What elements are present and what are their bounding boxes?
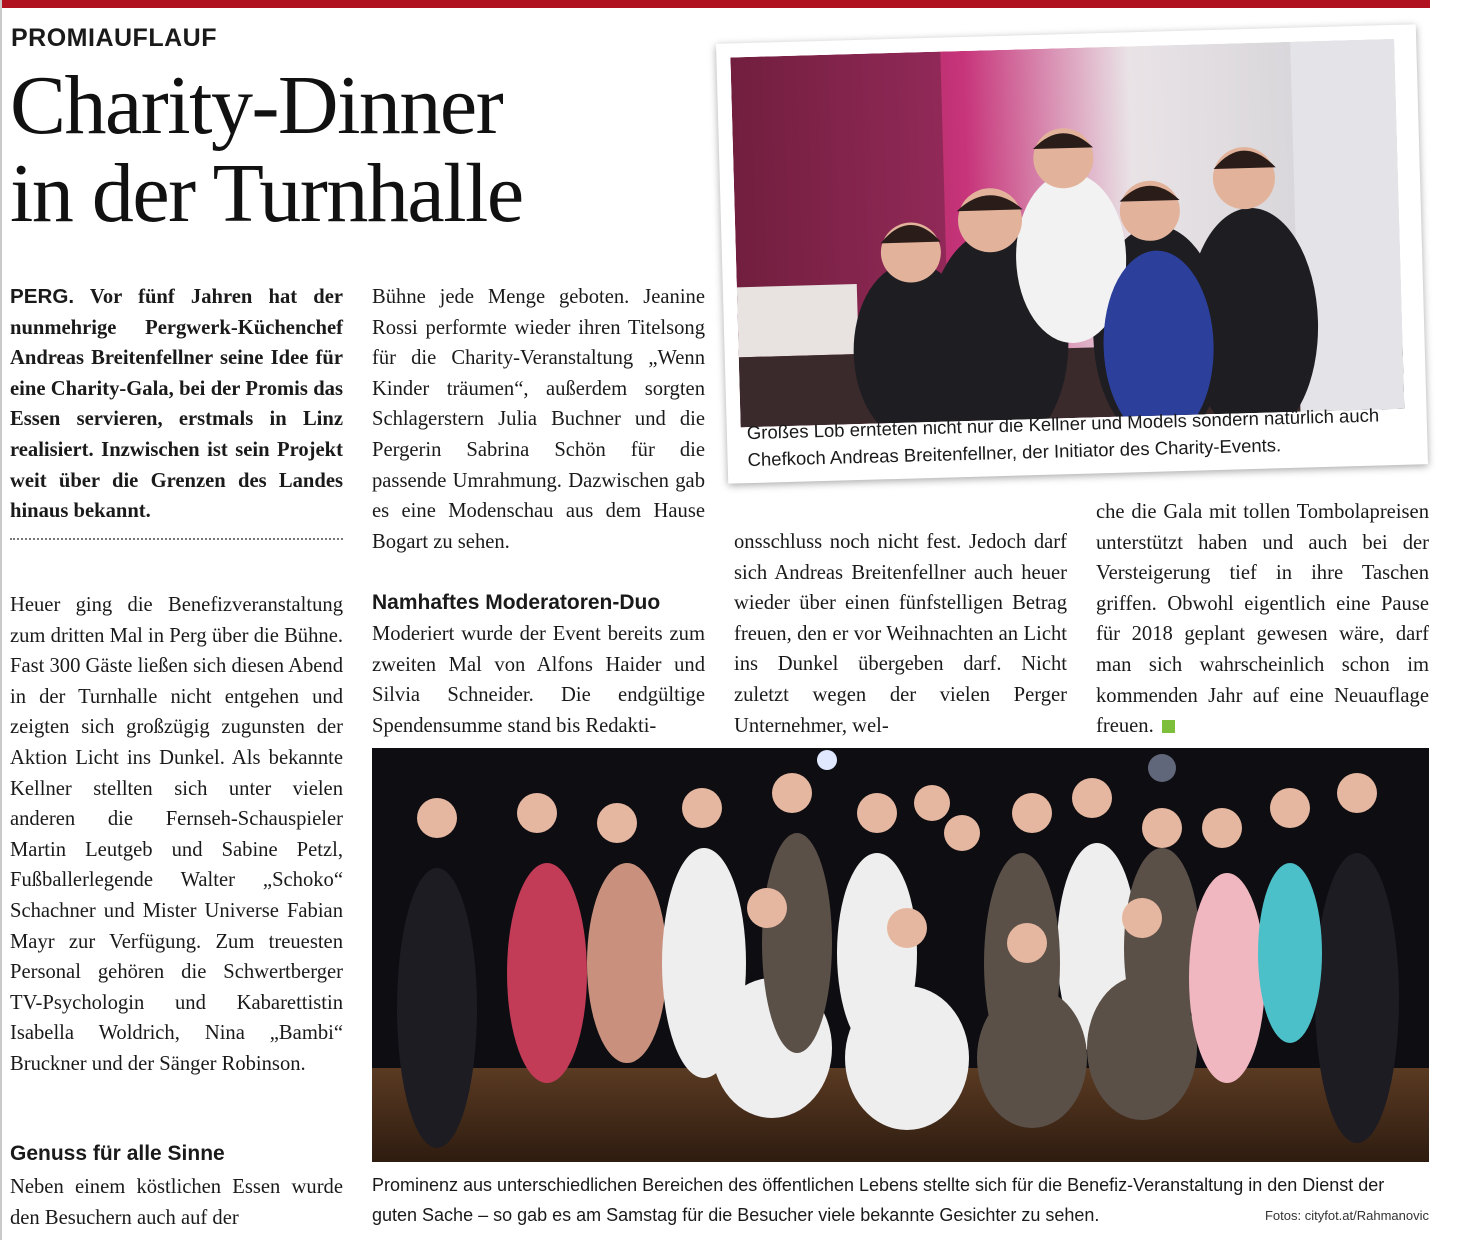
body-paragraph-3b: onsschluss noch nicht fest. Jedoch darf sich Andreas Breitenfellner auch heuer wieder über einen fünfstelligen Betrag freuen, den er vor Weihnachten an Licht ins Dunkel übergeben darf. Nicht zuletzt wegen der vielen Perger Unternehmer, wel- — [734, 531, 1067, 737]
subhead-moderatoren: Namhaftes Moderatoren-Duo — [372, 591, 661, 614]
photo-caption-chefs: Großes Lob ernteten nicht nur die Kellner und Models sondern natürlich auch Chefkoch Andreas Breitenfellner, der Initiator des Charity-Events. — [746, 404, 1380, 471]
lead-paragraph — [10, 282, 343, 527]
headline — [10, 59, 710, 240]
chef-group-photo — [730, 39, 1404, 427]
photo-card-chefs — [716, 24, 1428, 483]
subhead-genuss: Genuss für alle Sinne — [10, 1142, 225, 1165]
photo-caption-group: Prominenz aus unterschiedlichen Bereichen des öffentlichen Lebens stellte sich für die Benefiz-Veranstaltung in den Dienst der guten Sache – so gab es am Samstag für die Besucher viele bekannte Gesichter zu sehen. — [372, 1175, 1385, 1225]
headline-line-2: in der Turnhalle — [10, 147, 523, 240]
body-column-4 — [1096, 497, 1429, 742]
body-column-1-end — [10, 1172, 343, 1233]
body-paragraph-3a: Moderiert wurde der Event bereits zum zweiten Mal von Alfons Haider und Silvia Schneider. Die endgültige Spendensumme stand bis Redakti- — [372, 623, 705, 737]
body-paragraph-2a: Neben einem köstlichen Essen wurde den Besuchern auch auf der — [10, 1176, 343, 1229]
page-edge — [0, 0, 2, 1240]
lead-divider — [10, 538, 343, 540]
body-column-2 — [372, 282, 705, 557]
body-paragraph-2b: Bühne jede Menge geboten. Jeanine Rossi performte wieder ihren Titelsong für die Charity-Veranstaltung „Wenn Kinder träumen“, außerdem sorgten Schlagerstern Julia Buchner und die Pergerin Sabrina Schön für die passende Umrahmung. Dazwischen gab es eine Modenschau aus dem Hause Bogart zu sehen. — [372, 286, 705, 553]
group-photo-stage — [372, 748, 1429, 1162]
dateline-city: PERG. — [10, 285, 75, 308]
top-accent-bar — [0, 0, 1430, 8]
headline-line-1: Charity-Dinner — [10, 59, 503, 152]
photo-credit: Fotos: cityfot.at/Rahmanovic — [1264, 1208, 1429, 1223]
body-paragraph-3c: che die Gala mit tollen Tombolapreisen unterstützt haben und auch bei der Versteigerung tief in ihre Taschen griffen. Obwohl eigentlich eine Pause für 2018 geplant gewesen wäre, darf man sich wahrscheinlich schon im kommenden Jahr auf eine Neuauflage freuen. — [1096, 501, 1429, 738]
body-column-2-end — [372, 619, 705, 741]
body-column-1 — [10, 590, 343, 1080]
body-paragraph-1: Heuer ging die Benefizveranstaltung zum dritten Mal in Perg über die Bühne. Fast 300 Gäste ließen sich diesen Abend in der Turnhalle nicht entgehen und zeigten sich großzügig zugunsten der Aktion Licht ins Dunkel. Als bekannte Kellner stellten sich unter vielen anderen die Fernseh-Schauspieler Martin Leutgeb und Sabine Petzl, Fußballerlegende Walter „Schoko“ Schachner und Mister Universe Fabian Mayr zur Verfügung. Zum treuesten Personal gehören die Schwertberger TV-Psychologin und Kabarettistin Isabella Woldrich, Nina „Bambi“ Bruckner und der Sänger Robinson. — [10, 594, 343, 1075]
kicker: PROMIAUFLAUF — [11, 24, 217, 52]
body-column-3 — [734, 527, 1067, 741]
lead-text: Vor fünf Jahren hat der nunmehrige Pergwerk-Küchenchef Andreas Breitenfellner seine Idee für eine Charity-Gala, bei der Promis das Essen servieren, erstmals in Linz realisiert. Inzwischen ist sein Projekt weit über die Grenzen des Landes hinaus bekannt. — [10, 286, 344, 523]
article-end-mark — [1162, 720, 1175, 733]
